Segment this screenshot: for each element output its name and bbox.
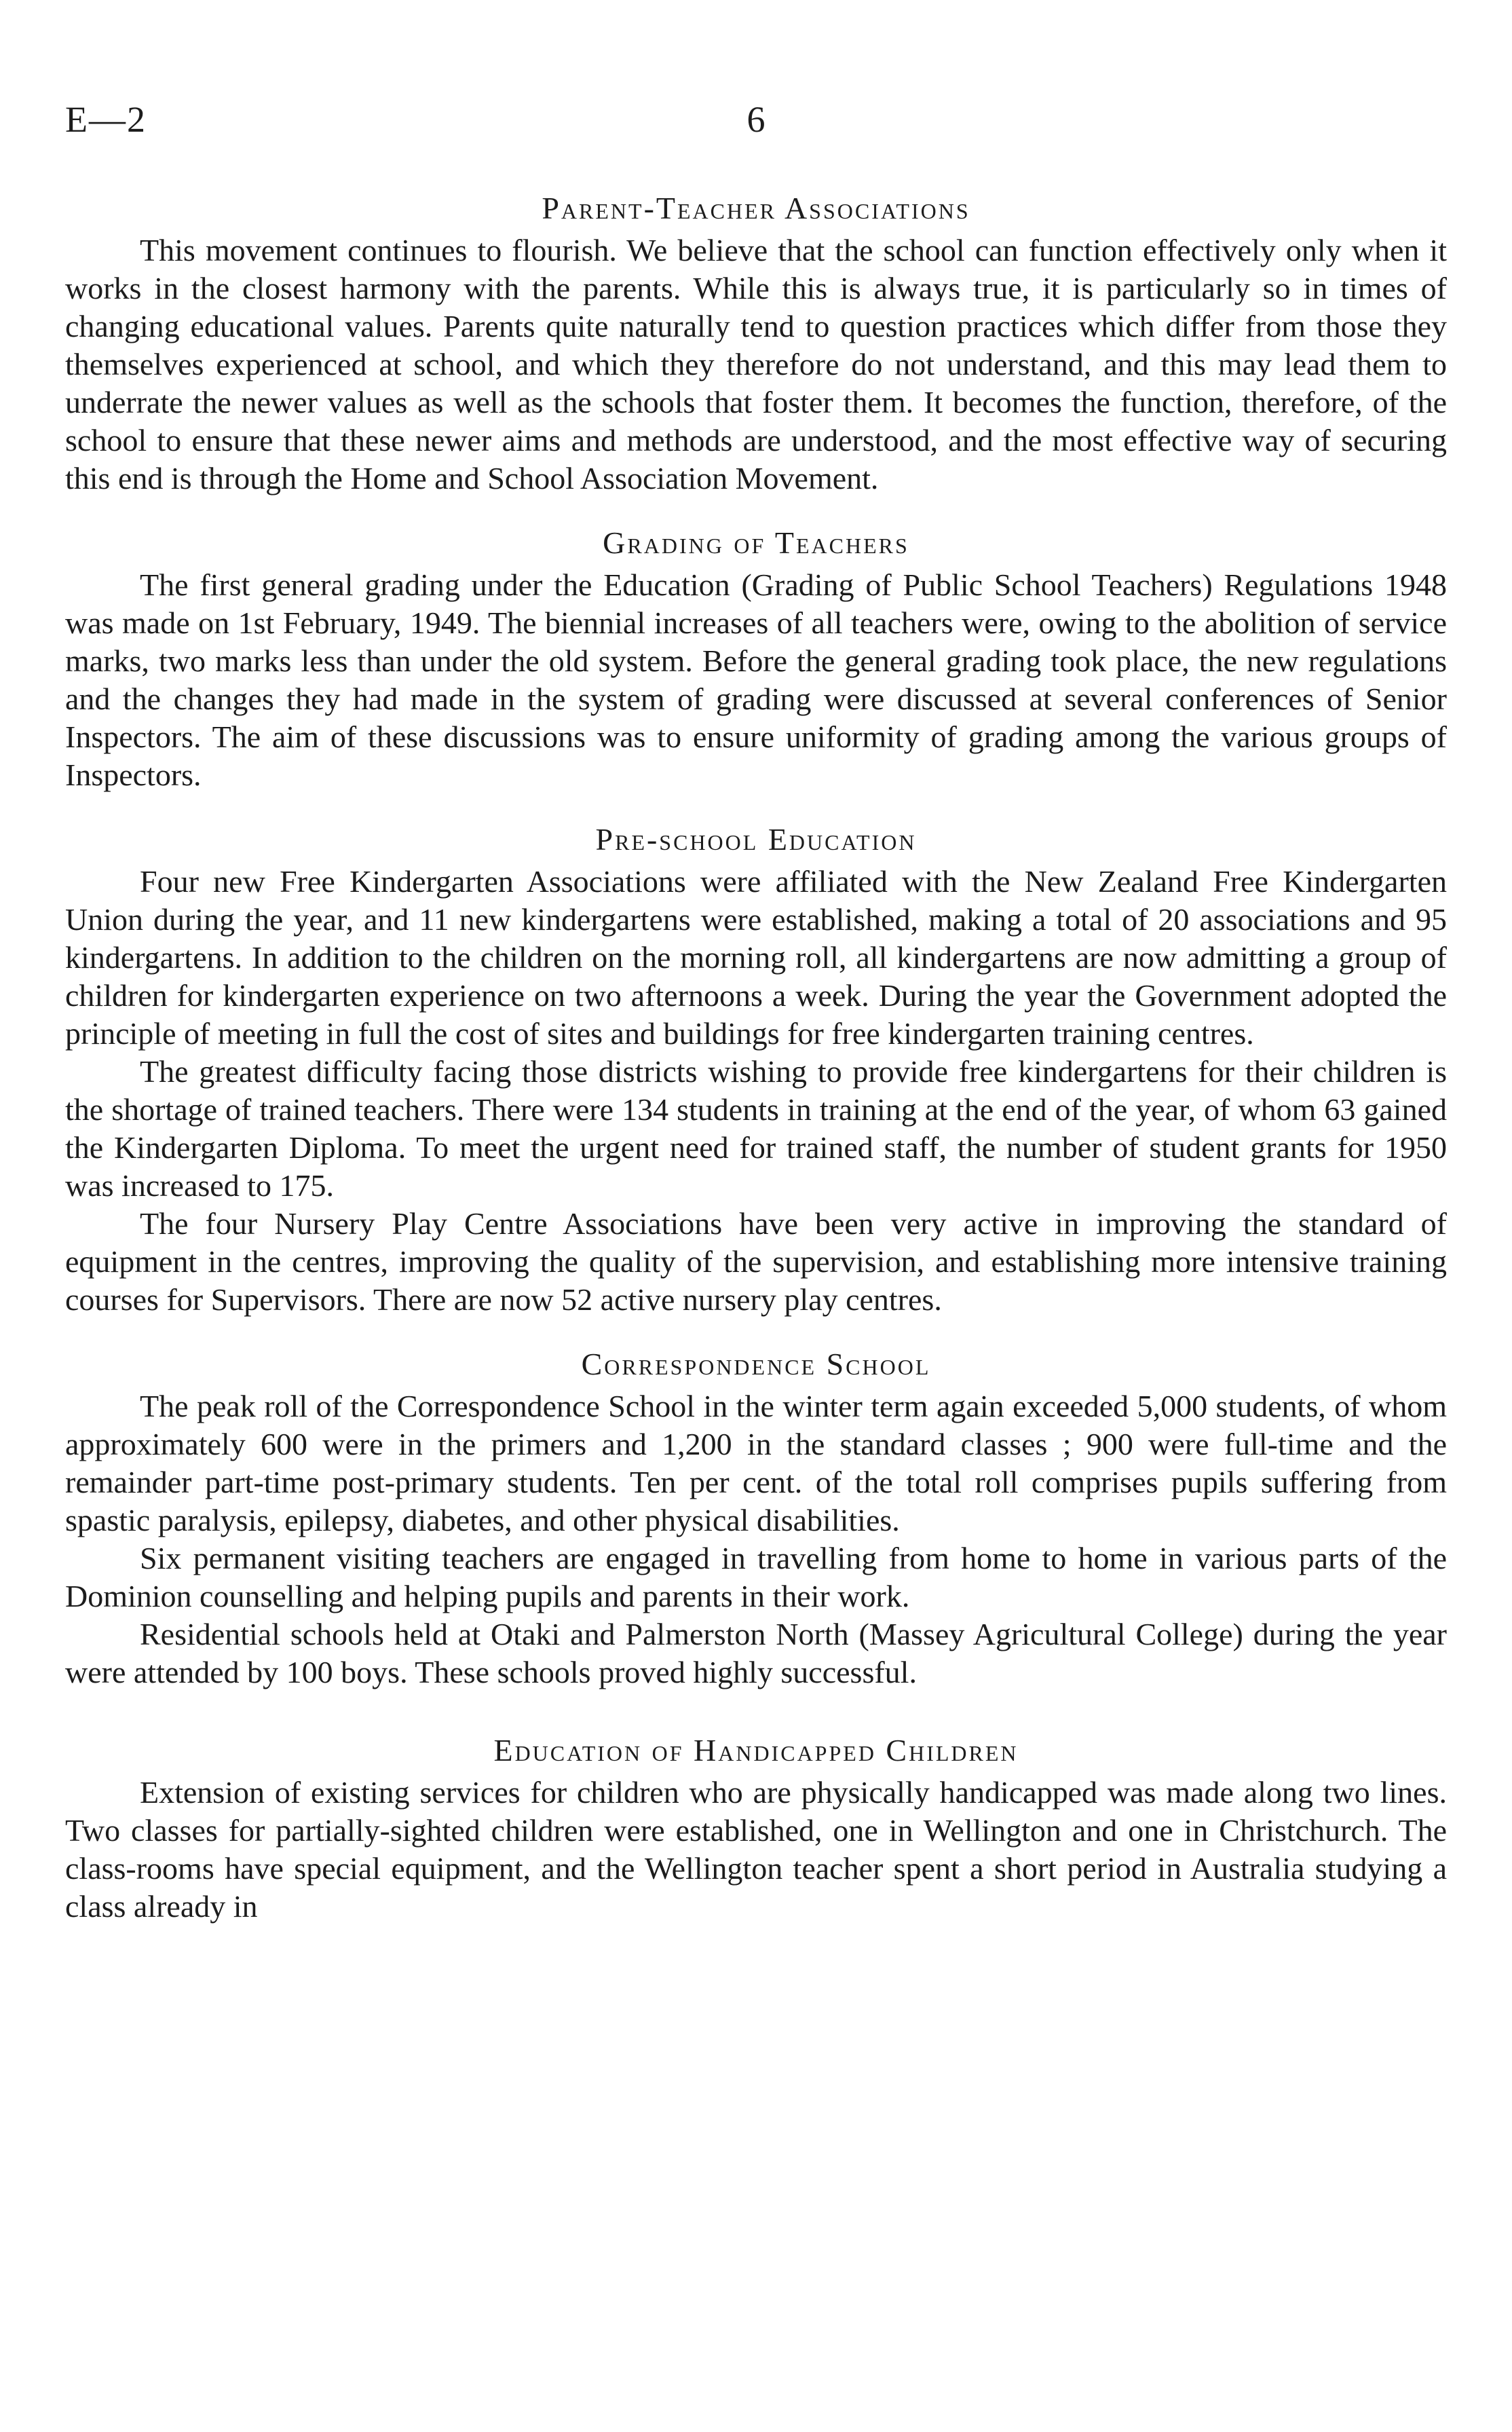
section-heading: Pre-school Education — [595, 822, 917, 857]
page-number: 6 — [746, 99, 766, 140]
paragraph: Extension of existing services for children who are physically handicapped was made along two lines. Two classes for partially-sighted children were established, one in Wellington and one in Christchurch. The class-rooms have special equipment, and the Wellington teacher spent a short period in Australia studying a class already in — [65, 1775, 1447, 1924]
section-heading: Grading of Teachers — [603, 525, 909, 560]
section-correspondence-school — [65, 1346, 1447, 1691]
section-heading: Correspondence School — [581, 1347, 931, 1381]
section-parent-teacher-associations — [65, 190, 1447, 498]
page-body — [65, 190, 1447, 1953]
document-reference: E—2 — [65, 99, 147, 140]
paragraph: This movement continues to flourish. We believe that the school can function effectively only when it works in the closest harmony with the parents. While this is always true, it is particularly so in times of changing educational values. Parents quite naturally tend to question practices which differ from those they themselves experienced at school, and which they therefore do not understand, and this may lead them to underrate the newer values as well as the schools that foster them. It becomes the function, therefore, of the school to ensure that these newer aims and methods are understood, and the most effective way of securing this end is through the Home and School Association Movement. — [65, 233, 1447, 495]
section-education-of-handicapped-children — [65, 1732, 1447, 1926]
section-heading: Parent-Teacher Associations — [542, 191, 970, 225]
paragraph: The greatest difficulty facing those districts wishing to provide free kindergartens for their children is the shortage of trained teachers. There were 134 students in training at the end of the year, of whom 63 gained the Kindergarten Diploma. To meet the urgent need for trained staff, the number of student grants for 1950 was increased to 175. — [65, 1054, 1447, 1203]
paragraph: The four Nursery Play Centre Associations have been very active in improving the standard of equipment in the centres, improving the quality of the supervision, and establishing more intensive training courses for Supervisors. There are now 52 active nursery play centres. — [65, 1206, 1447, 1317]
section-grading-of-teachers — [65, 525, 1447, 794]
page-header — [65, 98, 1447, 160]
section-pre-school-education — [65, 821, 1447, 1319]
paragraph: The peak roll of the Correspondence School in the winter term again exceeded 5,000 students, of whom approximately 600 were in the primers and 1,200 in the standard classes ; 900 were full-time and the remainder part-time post-primary students. Ten per cent. of the total roll comprises pupils suffering from spastic paralysis, epilepsy, diabetes, and other physical disabilities. — [65, 1389, 1447, 1537]
paragraph: Residential schools held at Otaki and Palmerston North (Massey Agricultural College) during the year were attended by 100 boys. These schools proved highly successful. — [65, 1617, 1447, 1689]
paragraph: The first general grading under the Education (Grading of Public School Teachers) Regulations 1948 was made on 1st February, 1949. The biennial increases of all teachers were, owing to the abolition of service marks, two marks less than under the old system. Before the general grading took place, the new regulations and the changes they had made in the system of grading were discussed at several conferences of Senior Inspectors. The aim of these discussions was to ensure uniformity of grading among the various groups of Inspectors. — [65, 567, 1447, 792]
section-heading: Education of Handicapped Children — [493, 1733, 1019, 1767]
paragraph: Four new Free Kindergarten Associations were affiliated with the New Zealand Free Kindergarten Union during the year, and 11 new kindergartens were established, making a total of 20 associations and 95 kindergartens. In addition to the children on the morning roll, all kindergartens are now admitting a group of children for kindergarten experience on two afternoons a week. During the year the Government adopted the principle of meeting in full the cost of sites and buildings for free kindergarten training centres. — [65, 864, 1447, 1051]
paragraph: Six permanent visiting teachers are engaged in travelling from home to home in various parts of the Dominion counselling and helping pupils and parents in their work. — [65, 1541, 1447, 1613]
